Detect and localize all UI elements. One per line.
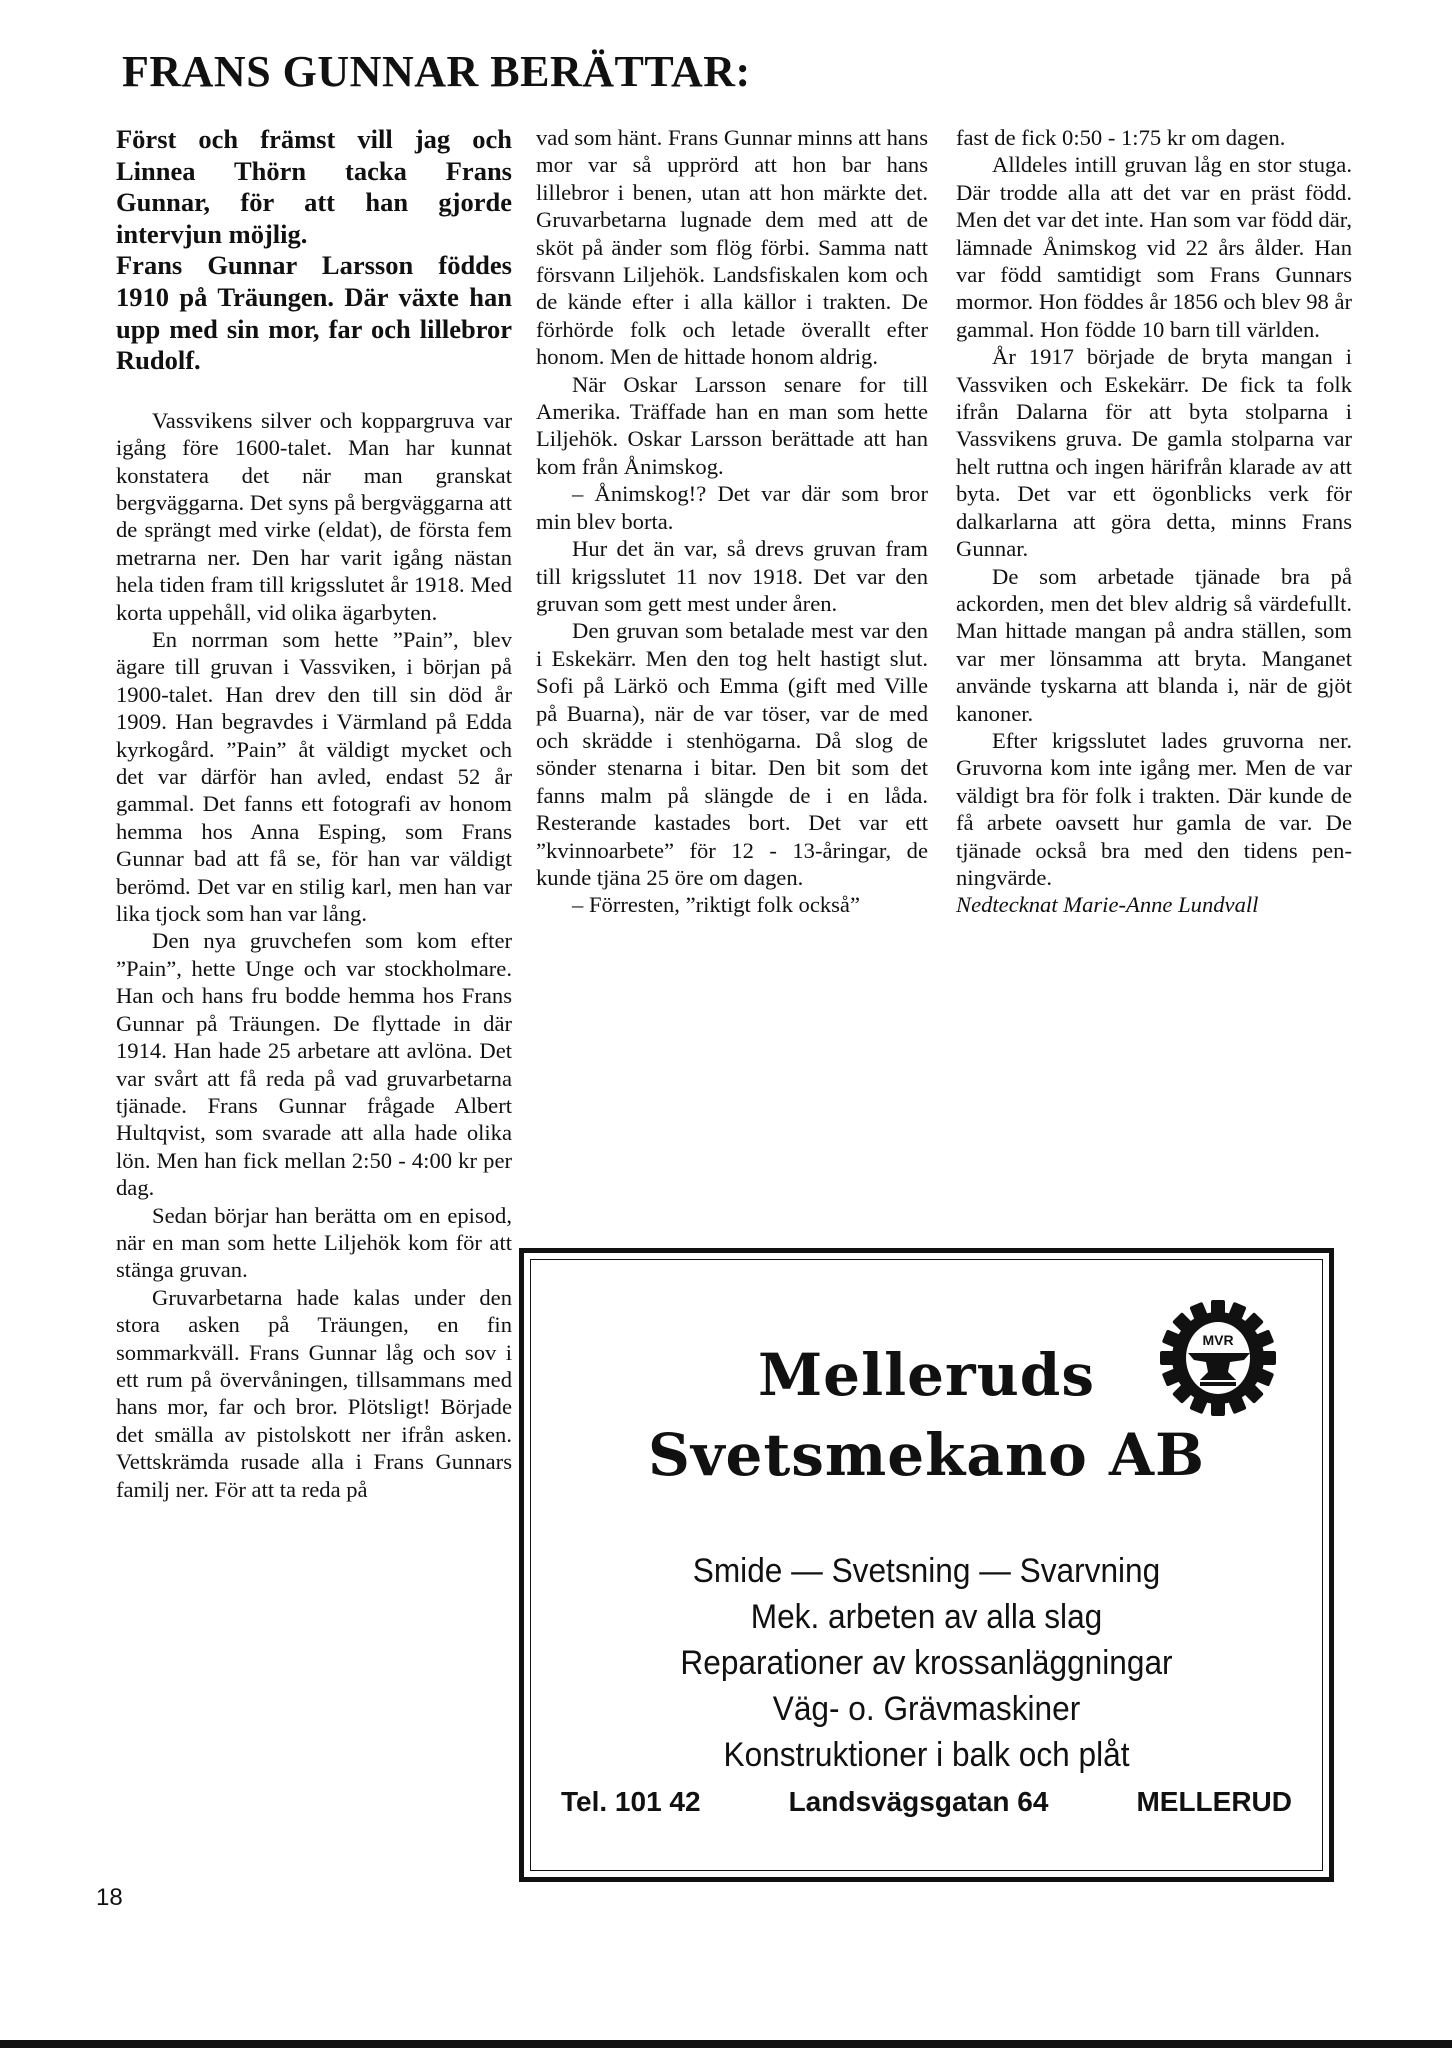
lead-paragraph	[116, 124, 512, 377]
lead-thanks: Först och främst vill jag och Linnea Thörn tacka Frans Gunnar, för att han gjorde intervjun möjlig.	[116, 124, 512, 249]
body-paragraph: – Ånimskog!? Det var där som bror min blev borta.	[536, 481, 928, 534]
body-paragraph: Alldeles intill gruvan låg en stor stuga. Där trodde alla att det var en präst född. Men det var det inte. Han som var född där, lämnade Ånimskog vid 22 års ålder. Han var född samtidigt som Frans Gunnars mormor. Hon föddes år 1856 och blev 98 år gammal. Hon födde 10 barn till världen.	[956, 152, 1352, 342]
body-paragraph: När Oskar Larsson senare for till Amerika. Träffade han en man som hette Liljehök. Oskar Larsson berättade att han kom från Ånimskog.	[536, 371, 928, 479]
article-title: FRANS GUNNAR BERÄTTAR:	[122, 47, 751, 96]
column-3	[956, 124, 1352, 919]
ad-inner-frame	[530, 1259, 1323, 1871]
company-name-line-2: Svetsmekano AB	[647, 1421, 1206, 1489]
column-2	[536, 124, 928, 919]
services-list	[559, 1548, 1295, 1778]
body-paragraph: De som arbetade tjänade bra på ackorden, men det blev aldrig så värdefullt. Man hittade mangan på andra ställen, som var mer lönsamma att bryta. Manganet använde tyskarna att blanda i, när de gjöt kanoner.	[956, 563, 1352, 726]
company-name	[531, 1335, 1322, 1495]
city-name: MELLERUD	[1136, 1786, 1292, 1817]
body-paragraph: Vassvikens silver och koppargruva var igång före 1600-talet. Man har kunnat konstatera det när man granskat bergväggarna. Det syns på bergväggarna att de sprängt med virke (eldat), de första fem metrarna ner. Den har varit igång nästan hela tiden fram till krigsslutet år 1918. Med korta uppehåll, vid olika ägarbyten.	[116, 407, 512, 625]
author-signature: Nedtecknat Marie-Anne Lundvall	[956, 892, 1259, 918]
service-item: Mek. arbeten av alla slag	[750, 1598, 1103, 1636]
body-paragraph: – Förresten, ”riktigt folk också”	[572, 892, 860, 918]
svg-text:MVR: MVR	[1202, 1332, 1234, 1348]
service-item: Smide — Svetsning — Svarvning	[692, 1552, 1161, 1590]
street-address: Landsvägsgatan 64	[788, 1786, 1049, 1817]
advertisement	[519, 1248, 1334, 1882]
body-paragraph: vad som hänt. Frans Gunnar minns att hans mor var så upprörd att hon bar hans lillebror i benen, utan att hon märkte det. Gruvarbetarna lugnade dem med att de sköt på änder som flög förbi. Samma natt försvann Liljehök. Landsfiskalen kom och de kände efter i alla källor i trakten. De förhörde folk och letade överallt efter honom. Men de hittade honom aldrig.	[536, 125, 928, 370]
contact-line	[561, 1786, 1292, 1818]
column-1	[116, 124, 512, 1503]
body-paragraph: fast de fick 0:50 - 1:75 kr om dagen.	[956, 125, 1286, 150]
page-number: 18	[96, 1884, 123, 1911]
service-item: Reparationer av krossanläggningar	[680, 1644, 1173, 1682]
lead-intro: Frans Gunnar Larsson föddes 1910 på Träungen. Där växte han upp med sin mor, far och lillebror Rudolf.	[116, 250, 512, 376]
body-paragraph: En norrman som hette ”Pain”, blev ägare till gruvan i Vassviken, i början på 1900-talet. Han drev den till sin död år 1909. Han begravdes i Värmland på Edda kyrkogård. ”Pain” åt väldigt mycket och det var därför han avled, endast 52 år gammal. Det fanns ett fotografi av honom hemma hos Anna Esping, som Frans Gunnar bad att få se, för han var väldigt berömd. Det var en stilig karl, men han var lika tjock som han var lång.	[116, 627, 512, 927]
bottom-border	[0, 2040, 1452, 2048]
body-paragraph: Gruvarbetarna hade kalas under den stora asken på Träungen, en fin sommarkväll. Frans Gunnar låg och sov i ett rum på övervåningen, tillsammans med hans mor, far och bror. Plötsligt! Började det smälla av pistolskott ner ifrån asken. Vettskrämda rusade alla i Frans Gunnars familj ner. För att ta reda på	[116, 1284, 512, 1502]
body-paragraph: Den gruvan som betalade mest var den i Eskekärr. Men den tog helt hastigt slut. Sofi på Lärkö och Emma (gift med Ville på Buarna), när de var töser, var de med och skrädde i stenhögarna. Då slog de sönder stenarna i bitar. Den bit som det fanns malm på slängde de i en låda. Resterande kastades bort. Det var ett ”kvinnoarbete” för 12 - 13-åringar, de kunde tjäna 25 öre om dagen.	[536, 618, 928, 890]
phone-number: Tel. 101 42	[561, 1786, 701, 1817]
service-item: Väg- o. Grävmaskiner	[772, 1690, 1081, 1728]
body-paragraph: År 1917 började de bryta mangan i Vassviken och Eskekärr. De fick ta folk ifrån Dalarna för att byta stolparna i Vassvikens gruva. De gamla stolparna var helt ruttna och ingen härifrån klarade av att byta. Det var ett ögonblicks verk för dalkarlarna att göra detta, minns Frans Gunnar.	[956, 344, 1352, 562]
body-paragraph: Sedan börjar han berätta om en episod, när en man som hette Liljehök kom för att stänga gruvan.	[116, 1202, 512, 1283]
company-name-line-1: Melleruds	[757, 1341, 1095, 1409]
body-paragraph: Hur det än var, så drevs gruvan fram till krigsslutet 11 nov 1918. Det var den gruvan som gett mest under åren.	[536, 536, 928, 616]
body-paragraph: Den nya gruvchefen som kom efter ”Pain”, hette Unge och var stockholmare. Han och hans fru bodde hemma hos Frans Gunnar på Träungen. De flyttade in där 1914. Han hade 25 arbetare att avlöna. Det var svårt att få reda på vad gruvarbetarna tjänade. Frans Gunnar frågade Albert Hultqvist, som svarade att alla hade olika lön. Men han fick mellan 2:50 - 4:00 kr per dag.	[116, 928, 512, 1201]
service-item: Konstruktioner i balk och plåt	[723, 1736, 1130, 1774]
body-paragraph: Efter krigsslutet lades gruvorna ner. Gruvorna kom inte igång mer. Men de var väldigt bra för folk i trakten. Där kunde de få arbete oavsett hur gamla de var. De tjänade också bra med den tidens penningvärde.	[956, 727, 1352, 890]
